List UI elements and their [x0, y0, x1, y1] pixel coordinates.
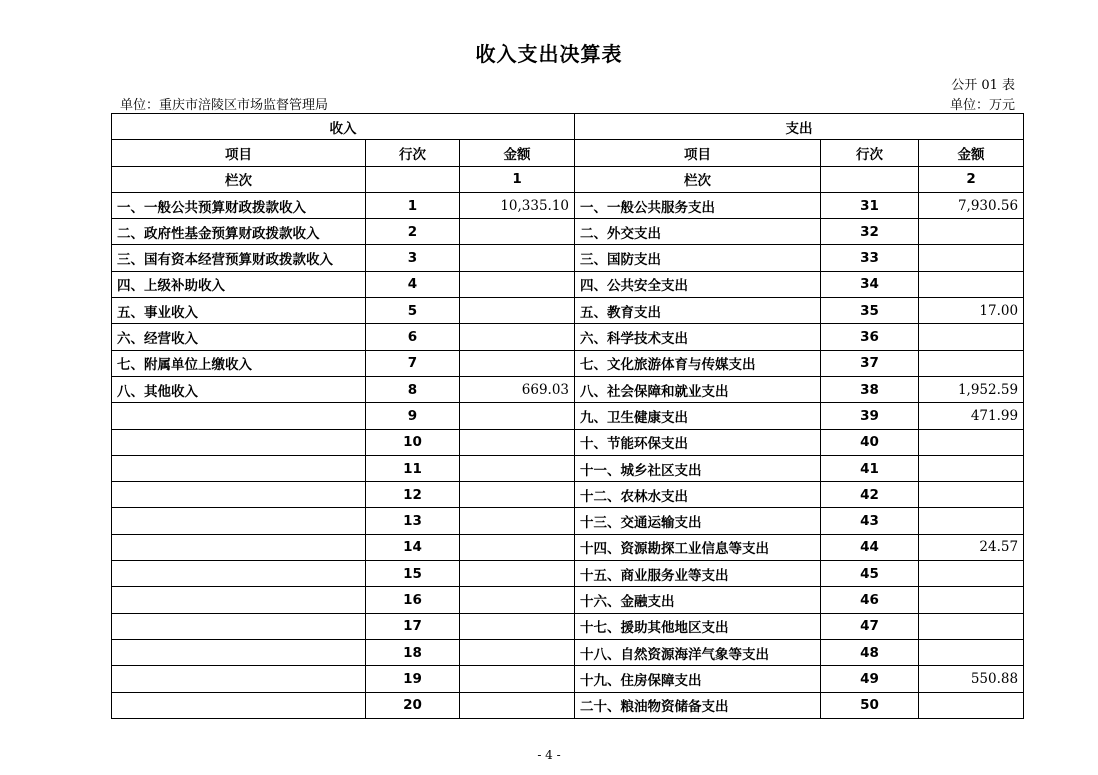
expense-row-no-cell: 32 — [821, 219, 919, 245]
expense-item-cell: 十三、交通运输支出 — [575, 508, 821, 534]
income-row-no-cell: 3 — [366, 245, 460, 271]
income-amount-cell — [460, 324, 575, 350]
expense-item-cell: 六、科学技术支出 — [575, 324, 821, 350]
expense-column-blank — [821, 166, 919, 192]
expense-item-cell: 十二、农林水支出 — [575, 482, 821, 508]
expense-row-no-cell: 42 — [821, 482, 919, 508]
expense-amount-cell: 471.99 — [919, 403, 1024, 429]
expense-amount-cell — [919, 587, 1024, 613]
income-item-cell — [112, 482, 366, 508]
table-row — [112, 534, 1024, 560]
income-item-cell — [112, 587, 366, 613]
income-item-cell: 六、经营收入 — [112, 324, 366, 350]
currency-unit: 单位：万元 — [949, 98, 1015, 113]
expense-row-no-cell: 50 — [821, 692, 919, 718]
form-number: 公开 01 表 — [951, 78, 1015, 93]
expense-header: 支出 — [575, 114, 1024, 140]
income-amount-cell — [460, 482, 575, 508]
income-row-no-cell: 19 — [366, 666, 460, 692]
table-row — [112, 324, 1024, 350]
table-row — [112, 271, 1024, 297]
page-title: 收入支出决算表 — [475, 42, 623, 66]
income-header: 收入 — [112, 114, 575, 140]
expense-row-no-cell: 39 — [821, 403, 919, 429]
expense-amount-cell — [919, 219, 1024, 245]
income-column-blank — [366, 166, 460, 192]
expense-column-index: 2 — [919, 166, 1024, 192]
expense-amount-cell — [919, 639, 1024, 665]
expense-row-no-cell: 48 — [821, 639, 919, 665]
income-item-cell: 三、国有资本经营预算财政拨款收入 — [112, 245, 366, 271]
table-row — [112, 219, 1024, 245]
expense-item-cell: 二十、粮油物资储备支出 — [575, 692, 821, 718]
table-row — [112, 692, 1024, 718]
expense-row-no-cell: 44 — [821, 534, 919, 560]
income-amount-cell — [460, 692, 575, 718]
expense-amount-cell — [919, 692, 1024, 718]
income-row-no-cell: 5 — [366, 298, 460, 324]
expense-row-no-cell: 35 — [821, 298, 919, 324]
income-item-cell — [112, 534, 366, 560]
expense-amount-cell: 17.00 — [919, 298, 1024, 324]
income-item-cell — [112, 692, 366, 718]
income-amount-header: 金额 — [460, 140, 575, 166]
expense-row-no-header: 行次 — [821, 140, 919, 166]
income-item-cell — [112, 666, 366, 692]
expense-amount-cell — [919, 429, 1024, 455]
income-row-no-cell: 1 — [366, 192, 460, 218]
expense-amount-cell — [919, 561, 1024, 587]
column-index-row — [112, 166, 1024, 192]
income-amount-cell: 10,335.10 — [460, 192, 575, 218]
table-row — [112, 666, 1024, 692]
expense-item-header: 项目 — [575, 140, 821, 166]
income-amount-cell — [460, 455, 575, 481]
income-amount-cell — [460, 429, 575, 455]
expense-amount-cell — [919, 455, 1024, 481]
expense-row-no-cell: 47 — [821, 613, 919, 639]
income-row-no-cell: 16 — [366, 587, 460, 613]
section-header-row — [112, 114, 1024, 140]
income-row-no-cell: 7 — [366, 350, 460, 376]
income-column-label: 栏次 — [112, 166, 366, 192]
expense-item-cell: 十一、城乡社区支出 — [575, 455, 821, 481]
income-item-cell — [112, 455, 366, 481]
expense-row-no-cell: 43 — [821, 508, 919, 534]
income-amount-cell — [460, 245, 575, 271]
expense-row-no-cell: 34 — [821, 271, 919, 297]
income-item-cell: 四、上级补助收入 — [112, 271, 366, 297]
income-amount-cell — [460, 613, 575, 639]
expense-item-cell: 十八、自然资源海洋气象等支出 — [575, 639, 821, 665]
expense-row-no-cell: 40 — [821, 429, 919, 455]
income-item-cell — [112, 639, 366, 665]
expense-row-no-cell: 33 — [821, 245, 919, 271]
income-amount-cell — [460, 587, 575, 613]
table-row — [112, 508, 1024, 534]
table-row — [112, 376, 1024, 402]
expense-amount-cell — [919, 271, 1024, 297]
income-column-index: 1 — [460, 166, 575, 192]
table-row — [112, 192, 1024, 218]
income-amount-cell — [460, 666, 575, 692]
page-number: - 4 - — [537, 748, 561, 762]
income-row-no-cell: 18 — [366, 639, 460, 665]
income-item-cell — [112, 561, 366, 587]
table-row — [112, 350, 1024, 376]
table-row — [112, 561, 1024, 587]
income-item-cell: 五、事业收入 — [112, 298, 366, 324]
table-row — [112, 639, 1024, 665]
income-item-cell: 八、其他收入 — [112, 376, 366, 402]
income-amount-cell — [460, 350, 575, 376]
expense-amount-cell — [919, 245, 1024, 271]
income-row-no-cell: 4 — [366, 271, 460, 297]
income-row-no-cell: 2 — [366, 219, 460, 245]
expense-amount-cell — [919, 482, 1024, 508]
column-header-row — [112, 140, 1024, 166]
table-row — [112, 245, 1024, 271]
income-amount-cell — [460, 403, 575, 429]
expense-amount-header: 金额 — [919, 140, 1024, 166]
expense-amount-cell: 550.88 — [919, 666, 1024, 692]
expense-amount-cell: 7,930.56 — [919, 192, 1024, 218]
expense-amount-cell — [919, 324, 1024, 350]
income-amount-cell: 669.03 — [460, 376, 575, 402]
expense-amount-cell: 24.57 — [919, 534, 1024, 560]
income-item-cell — [112, 508, 366, 534]
expense-item-cell: 七、文化旅游体育与传媒支出 — [575, 350, 821, 376]
expense-amount-cell — [919, 350, 1024, 376]
income-item-header: 项目 — [112, 140, 366, 166]
income-row-no-cell: 6 — [366, 324, 460, 350]
income-item-cell — [112, 403, 366, 429]
expense-item-cell: 二、外交支出 — [575, 219, 821, 245]
expense-item-cell: 一、一般公共服务支出 — [575, 192, 821, 218]
income-row-no-cell: 20 — [366, 692, 460, 718]
income-amount-cell — [460, 561, 575, 587]
table-row — [112, 613, 1024, 639]
expense-item-cell: 十九、住房保障支出 — [575, 666, 821, 692]
expense-item-cell: 十六、金融支出 — [575, 587, 821, 613]
expense-row-no-cell: 45 — [821, 561, 919, 587]
income-row-no-cell: 13 — [366, 508, 460, 534]
income-row-no-cell: 8 — [366, 376, 460, 402]
organization-unit: 单位：重庆市涪陵区市场监督管理局 — [120, 98, 329, 113]
income-row-no-cell: 9 — [366, 403, 460, 429]
expense-row-no-cell: 49 — [821, 666, 919, 692]
income-expense-table — [111, 113, 1024, 719]
expense-item-cell: 四、公共安全支出 — [575, 271, 821, 297]
income-item-cell: 七、附属单位上缴收入 — [112, 350, 366, 376]
income-item-cell: 一、一般公共预算财政拨款收入 — [112, 192, 366, 218]
income-amount-cell — [460, 271, 575, 297]
expense-row-no-cell: 36 — [821, 324, 919, 350]
expense-item-cell: 十七、援助其他地区支出 — [575, 613, 821, 639]
table-row — [112, 587, 1024, 613]
income-row-no-cell: 14 — [366, 534, 460, 560]
expense-row-no-cell: 38 — [821, 376, 919, 402]
income-row-no-header: 行次 — [366, 140, 460, 166]
table-row — [112, 429, 1024, 455]
expense-column-label: 栏次 — [575, 166, 821, 192]
expense-amount-cell: 1,952.59 — [919, 376, 1024, 402]
income-amount-cell — [460, 508, 575, 534]
income-row-no-cell: 11 — [366, 455, 460, 481]
expense-item-cell: 十四、资源勘探工业信息等支出 — [575, 534, 821, 560]
expense-amount-cell — [919, 613, 1024, 639]
expense-item-cell: 五、教育支出 — [575, 298, 821, 324]
expense-item-cell: 三、国防支出 — [575, 245, 821, 271]
income-row-no-cell: 12 — [366, 482, 460, 508]
income-row-no-cell: 15 — [366, 561, 460, 587]
income-amount-cell — [460, 534, 575, 560]
expense-row-no-cell: 46 — [821, 587, 919, 613]
table-row — [112, 482, 1024, 508]
table-row — [112, 403, 1024, 429]
expense-item-cell: 九、卫生健康支出 — [575, 403, 821, 429]
expense-item-cell: 十五、商业服务业等支出 — [575, 561, 821, 587]
expense-item-cell: 八、社会保障和就业支出 — [575, 376, 821, 402]
income-amount-cell — [460, 219, 575, 245]
income-item-cell — [112, 429, 366, 455]
income-item-cell — [112, 613, 366, 639]
income-amount-cell — [460, 298, 575, 324]
table-row — [112, 298, 1024, 324]
expense-row-no-cell: 41 — [821, 455, 919, 481]
expense-row-no-cell: 31 — [821, 192, 919, 218]
income-item-cell: 二、政府性基金预算财政拨款收入 — [112, 219, 366, 245]
expense-amount-cell — [919, 508, 1024, 534]
income-row-no-cell: 17 — [366, 613, 460, 639]
table-row — [112, 455, 1024, 481]
expense-item-cell: 十、节能环保支出 — [575, 429, 821, 455]
income-row-no-cell: 10 — [366, 429, 460, 455]
income-amount-cell — [460, 639, 575, 665]
expense-row-no-cell: 37 — [821, 350, 919, 376]
